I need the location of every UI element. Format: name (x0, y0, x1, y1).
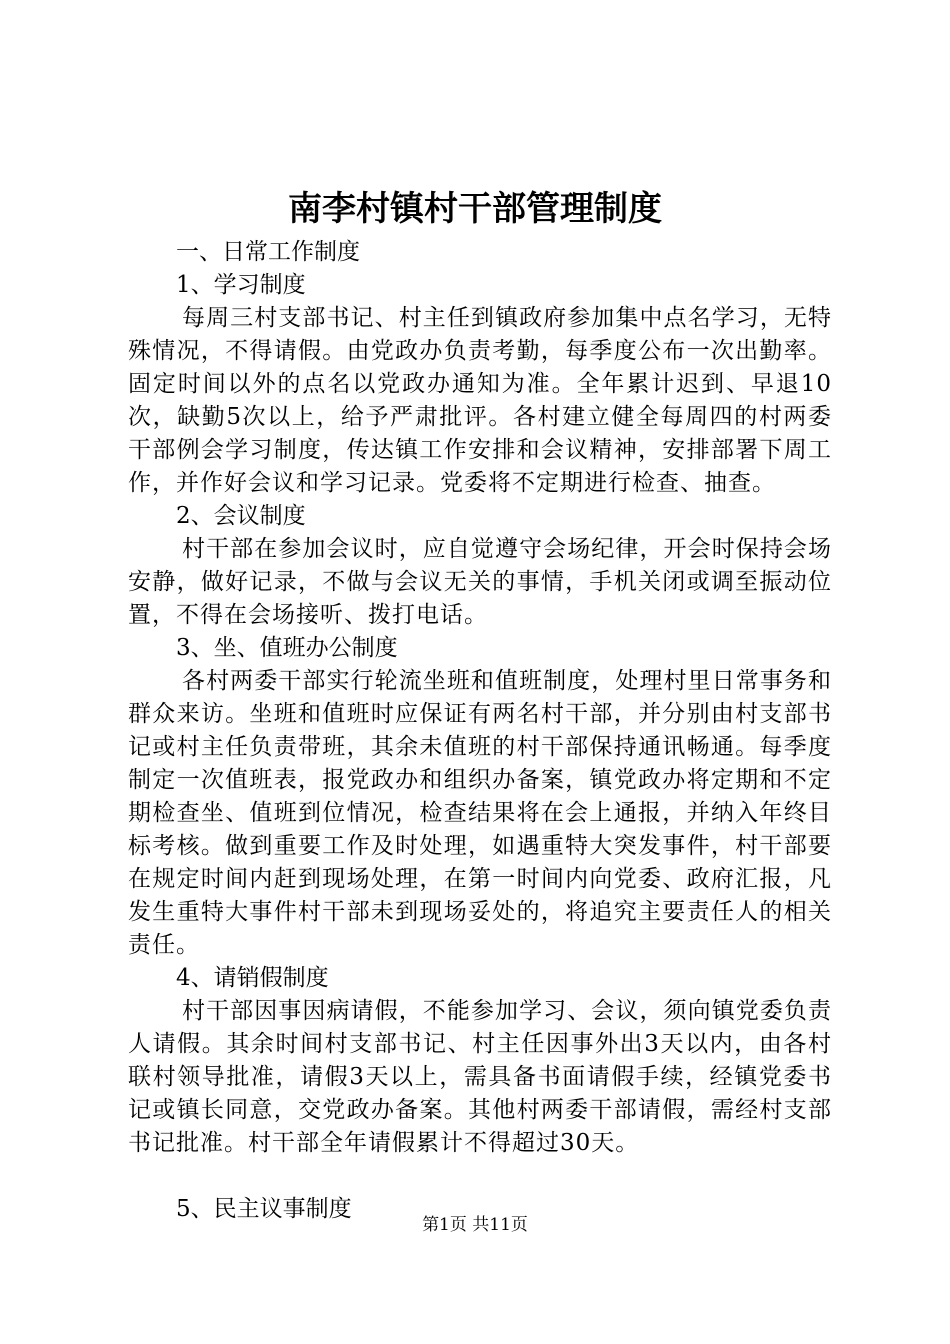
section-heading-meeting: 2、会议制度 (176, 503, 306, 529)
section-heading-leave: 4、请销假制度 (176, 965, 329, 991)
page-footer: 第1页 共11页 (422, 1215, 528, 1235)
paragraph-meeting: 村干部在参加会议时，应自觉遵守会场纪律，开会时保持会场安静，做好记录，不做与会议无关的事情，手机关闭或调至振动位置，不得在会场接听、拨打电话。 (128, 536, 832, 628)
document-title: 南李村镇村干部管理制度 (288, 189, 662, 229)
section-heading-study: 1、学习制度 (176, 272, 306, 298)
section-heading-duty: 3、坐、值班办公制度 (176, 635, 398, 661)
paragraph-duty: 各村两委干部实行轮流坐班和值班制度，处理村里日常事务和群众来访。坐班和值班时应保证有两名村干部，并分别由村支部书记或村主任负责带班，其余未值班的村干部保持通讯畅通。每季度制定一次值班表，报党政办和组织办备案，镇党政办将定期和不定期检查坐、值班到位情况，检查结果将在会上通报，并纳入年终目标考核。做到重要工作及时处理，如遇重特大突发事件，村干部要在规定时间内赶到现场处理，在第一时间内向党委、政府汇报，凡发生重特大事件村干部未到现场妥处的，将追究主要责任人的相关责任。 (128, 668, 832, 958)
spacer (128, 1160, 832, 1193)
section-heading-democracy: 5、民主议事制度 (176, 1196, 352, 1222)
document-body (128, 236, 832, 1226)
section-heading-daily-work: 一、日常工作制度 (176, 239, 360, 265)
paragraph-leave: 村干部因事因病请假，不能参加学习、会议，须向镇党委负责人请假。其余时间村支部书记、村主任因事外出3天以内，由各村联村领导批准，请假3天以上，需具备书面请假手续，经镇党委书记或镇长同意，交党政办备案。其他村两委干部请假，需经村支部书记批准。村干部全年请假累计不得超过30天。 (128, 998, 832, 1156)
paragraph-study: 每周三村支部书记、村主任到镇政府参加集中点名学习，无特殊情况，不得请假。由党政办负责考勤，每季度公布一次出勤率。固定时间以外的点名以党政办通知为准。全年累计迟到、早退10次，缺勤5次以上，给予严肃批评。各村建立健全每周四的村两委干部例会学习制度，传达镇工作安排和会议精神，安排部署下周工作，并作好会议和学习记录。党委将不定期进行检查、抽查。 (128, 305, 832, 496)
